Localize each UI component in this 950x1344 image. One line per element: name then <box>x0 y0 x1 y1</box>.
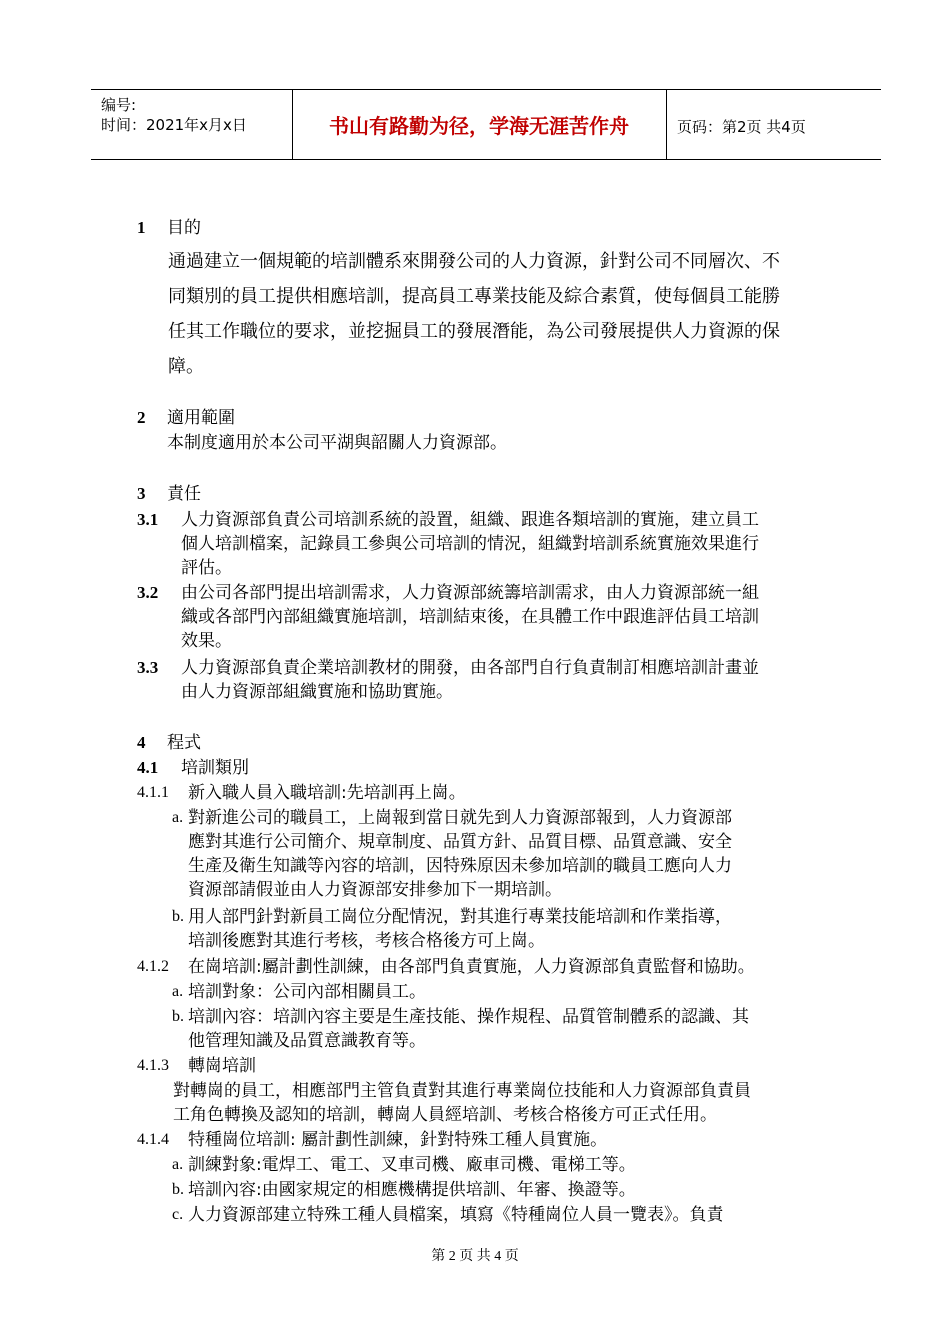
item-4-1-1-title: 新入職人員入職培訓:先培訓再上崗。 <box>188 783 466 803</box>
section-1-number: 1 <box>137 218 146 237</box>
paragraph-line: 障。 <box>168 356 204 377</box>
paragraph-line: 對轉崗的員工，相應部門主管負責對其進行專業崗位技能和人力資源部負責員 <box>173 1081 751 1101</box>
paragraph-line: 人力資源部建立特殊工種人員檔案，填寫《特種崗位人員一覽表》。負責 <box>188 1205 724 1225</box>
item-4-1-1-number: 4.1.1 <box>137 784 169 801</box>
list-marker: c. <box>172 1206 184 1223</box>
paragraph-line: 由人力資源部組織實施和協助實施。 <box>181 682 453 702</box>
header-info-cell <box>91 90 293 159</box>
section-3-number: 3 <box>137 484 146 503</box>
list-marker: b. <box>172 1181 184 1198</box>
paragraph-line: 訓練對象:電焊工、電工、叉車司機、廠車司機、電梯工等。 <box>188 1155 636 1175</box>
paragraph-line: 織或各部門內部組織實施培訓，培訓結束後，在具體工作中跟進評估員工培訓 <box>181 607 759 627</box>
item-3-2-number: 3.2 <box>137 583 159 602</box>
list-marker: b. <box>172 1008 184 1025</box>
paragraph-line: 同類別的員工提供相應培訓，提高員工專業技能及綜合素質，使每個員工能勝 <box>168 286 780 307</box>
page-footer: 第 2 页 共 4 页 <box>431 1249 519 1264</box>
paragraph-line: 培訓後應對其進行考核，考核合格後方可上崗。 <box>188 931 545 951</box>
paragraph-line: 培訓內容:由國家規定的相應機構提供培訓、年審、換證等。 <box>188 1180 636 1200</box>
paragraph-line: 個人培訓檔案，記錄員工參與公司培訓的情況，組織對培訓系統實施效果進行 <box>181 534 759 554</box>
section-4-number: 4 <box>137 733 146 752</box>
paragraph-line: 工角色轉換及認知的培訓，轉崗人員經培訓、考核合格後方可正式任用。 <box>173 1105 717 1125</box>
paragraph-line: 對新進公司的職員工，上崗報到當日就先到人力資源部報到，人力資源部 <box>188 808 732 828</box>
paragraph-line: 由公司各部門提出培訓需求，人力資源部統籌培訓需求，由人力資源部統一組 <box>181 583 759 603</box>
serial-label: 编号: <box>101 96 137 114</box>
paragraph-line: 生產及衛生知識等內容的培訓，因特殊原因未參加培訓的職員工應向人力 <box>188 856 732 876</box>
item-4-1-4-number: 4.1.4 <box>137 1131 169 1148</box>
item-3-3-number: 3.3 <box>137 658 159 677</box>
paragraph-line: 通過建立一個規範的培訓體系來開發公司的人力資源，針對公司不同層次、不 <box>168 251 780 272</box>
paragraph-line: 任其工作職位的要求，並挖掘員工的發展潛能，為公司發展提供人力資源的保 <box>168 321 780 342</box>
paragraph-line: 培訓內容：培訓內容主要是生產技能、操作規程、品質管制體系的認識、其 <box>188 1007 749 1027</box>
paragraph-line: 應對其進行公司簡介、規章制度、品質方針、品質目標、品質意識、安全 <box>188 832 732 852</box>
header-page-cell <box>666 90 882 159</box>
paragraph-line: 人力資源部負責企業培訓教材的開發，由各部門自行負責制訂相應培訓計畫並 <box>181 658 759 678</box>
section-1-title: 目的 <box>167 218 201 238</box>
list-marker: b. <box>172 908 184 925</box>
item-4-1-number: 4.1 <box>137 758 159 777</box>
paragraph-line: 人力資源部負責公司培訓系統的設置，組織、跟進各類培訓的實施，建立員工 <box>181 510 759 530</box>
paragraph-line: 資源部請假並由人力資源部安排參加下一期培訓。 <box>188 880 562 900</box>
paragraph-line: 評估。 <box>181 558 232 578</box>
page-label: 页码：第2页 共4页 <box>677 118 806 136</box>
item-4-1-4-title: 特種崗位培訓: 屬計劃性訓練，針對特殊工種人員實施。 <box>188 1130 608 1150</box>
paragraph-line: 用人部門針對新員工崗位分配情況，對其進行專業技能培訓和作業指導， <box>188 907 732 927</box>
list-marker: a. <box>172 809 184 826</box>
item-4-1-2-number: 4.1.2 <box>137 958 169 975</box>
motto: 书山有路勤为径，学海无涯苦作舟 <box>329 114 629 138</box>
list-marker: a. <box>172 1156 184 1173</box>
section-3-title: 責任 <box>167 484 201 504</box>
list-marker: a. <box>172 983 184 1000</box>
paragraph-line: 本制度適用於本公司平湖與韶關人力資源部。 <box>167 433 507 453</box>
item-4-1-3-title: 轉崗培訓 <box>188 1056 256 1076</box>
header-table <box>91 89 881 160</box>
paragraph-line: 效果。 <box>181 631 232 651</box>
section-2-title: 適用範圍 <box>167 408 235 428</box>
section-2-number: 2 <box>137 408 146 427</box>
time-label: 时间：2021年x月x日 <box>101 116 247 134</box>
item-3-1-number: 3.1 <box>137 510 159 529</box>
item-4-1-3-number: 4.1.3 <box>137 1057 169 1074</box>
item-4-1-title: 培訓類別 <box>181 758 249 778</box>
item-4-1-2-title: 在崗培訓:屬計劃性訓練，由各部門負責實施，人力資源部負責監督和協助。 <box>188 957 755 977</box>
paragraph-line: 他管理知識及品質意識教育等。 <box>188 1031 426 1051</box>
paragraph-line: 培訓對象：公司內部相關員工。 <box>188 982 426 1002</box>
section-4-title: 程式 <box>167 733 201 753</box>
